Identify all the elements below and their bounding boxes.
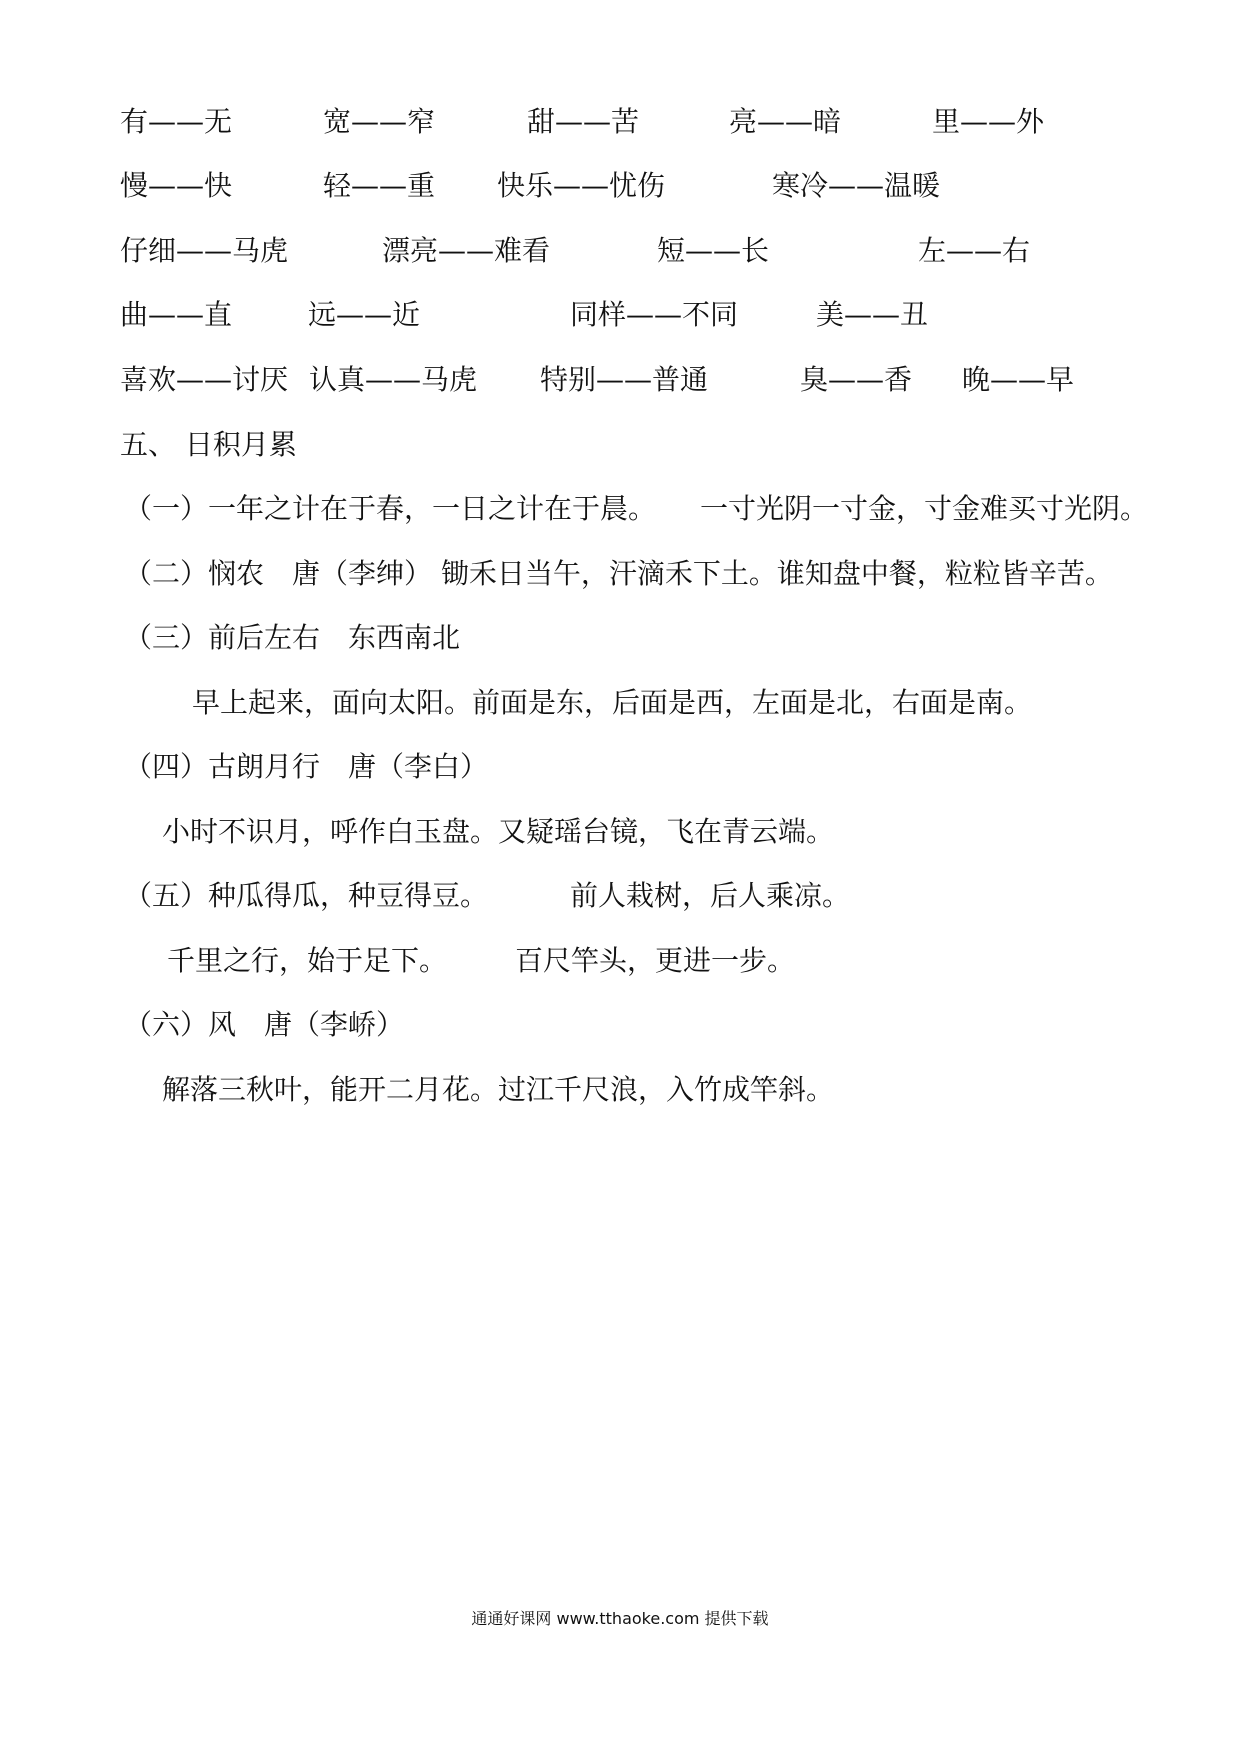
saying-line: 前人栽树，后人乘凉。 xyxy=(570,879,851,912)
antonym-pair: 左——右 xyxy=(918,234,1031,267)
antonym-pair: 同样——不同 xyxy=(570,298,739,331)
saying-line: （五）种瓜得瓜，种豆得豆。 xyxy=(124,879,489,912)
saying-line: （一）一年之计在于春，一日之计在于晨。 xyxy=(124,492,657,525)
antonym-pair: 亮——暗 xyxy=(729,105,842,138)
antonym-pair: 快乐——忧伤 xyxy=(497,169,666,202)
antonym-pair: 晚——早 xyxy=(962,363,1075,396)
poem-line: （二）悯农 唐（李绅） 锄禾日当午，汗滴禾下土。谁知盘中餐，粒粒皆辛苦。 xyxy=(124,557,1113,590)
antonym-pair: 甜——苦 xyxy=(527,105,640,138)
antonym-pair: 认真——马虎 xyxy=(309,363,478,396)
item-title: （三）前后左右 东西南北 xyxy=(124,621,461,654)
antonym-pair: 轻——重 xyxy=(323,169,436,202)
antonym-pair: 曲——直 xyxy=(120,298,233,331)
saying-line: 一寸光阴一寸金，寸金难买寸光阴。 xyxy=(700,492,1149,525)
antonym-pair: 寒冷——温暖 xyxy=(772,169,941,202)
section-heading: 五、 日积月累 xyxy=(120,428,297,461)
antonym-pair: 臭——香 xyxy=(800,363,913,396)
poem-body: 小时不识月，呼作白玉盘。又疑瑶台镜，飞在青云端。 xyxy=(162,815,835,848)
poem-body: 解落三秋叶，能开二月花。过江千尺浪，入竹成竿斜。 xyxy=(162,1073,835,1106)
antonym-pair: 里——外 xyxy=(932,105,1045,138)
antonym-pair: 特别——普通 xyxy=(540,363,709,396)
saying-line: 百尺竿头，更进一步。 xyxy=(515,944,796,977)
antonym-pair: 有——无 xyxy=(120,105,233,138)
footer-credit: 通通好课网 www.tthaoke.com 提供下载 xyxy=(471,1609,769,1628)
antonym-pair: 喜欢——讨厌 xyxy=(120,363,289,396)
item-body: 早上起来，面向太阳。前面是东，后面是西，左面是北，右面是南。 xyxy=(192,686,1033,719)
antonym-pair: 短——长 xyxy=(657,234,770,267)
antonym-pair: 宽——窄 xyxy=(323,105,436,138)
item-title: （四）古朗月行 唐（李白） xyxy=(124,750,489,783)
item-title: （六）风 唐（李峤） xyxy=(124,1008,405,1041)
saying-line: 千里之行，始于足下。 xyxy=(167,944,448,977)
antonym-pair: 慢——快 xyxy=(120,169,233,202)
antonym-pair: 仔细——马虎 xyxy=(120,234,289,267)
antonym-pair: 漂亮——难看 xyxy=(382,234,551,267)
antonym-pair: 美——丑 xyxy=(816,298,929,331)
antonym-pair: 远——近 xyxy=(308,298,421,331)
